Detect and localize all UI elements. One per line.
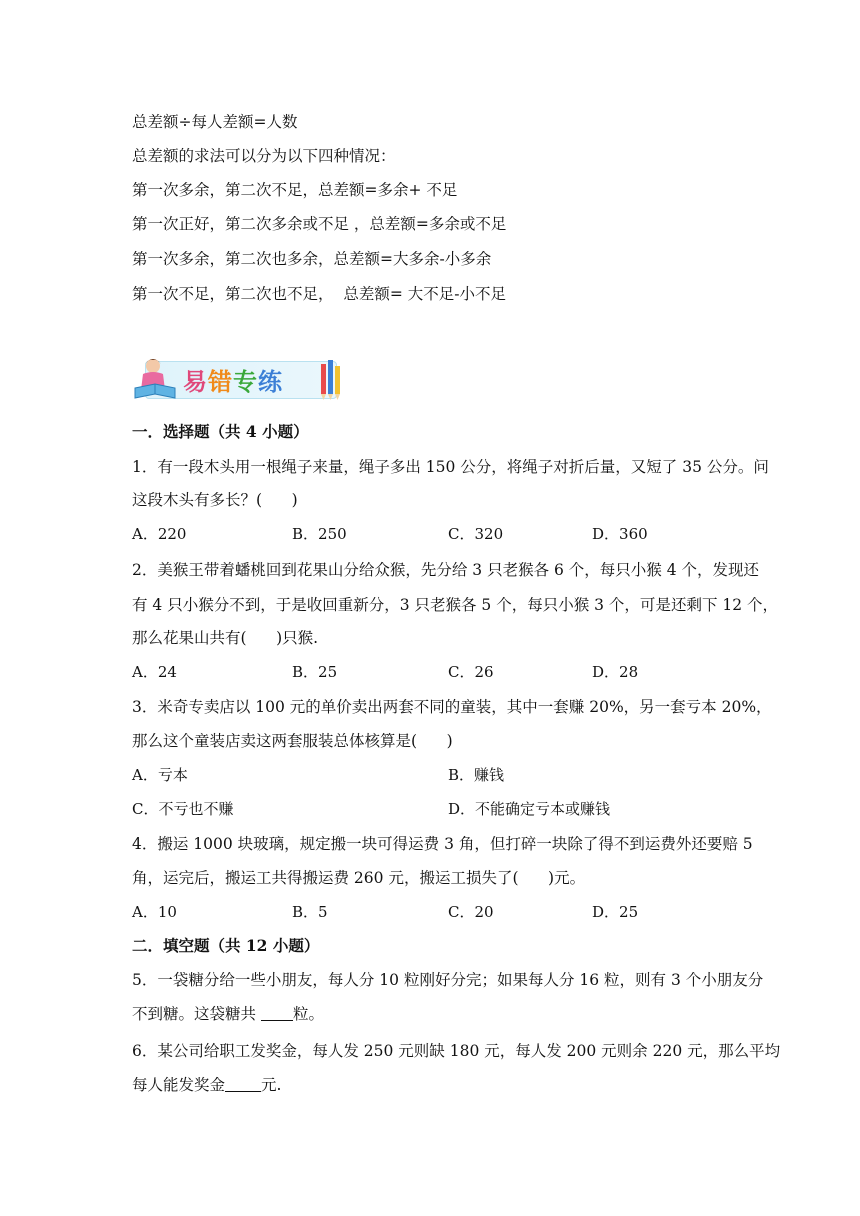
section-heading: 一．选择题（共 4 小题） (132, 422, 309, 441)
option-c: C．不亏也不赚 (132, 800, 234, 818)
question-3-line: 那么这个童装店卖这两套服装总体核算是( ) (132, 732, 453, 750)
option-d: D．25 (592, 903, 639, 921)
question-6-line: 6．某公司给职工发奖金，每人发 250 元则缺 180 元，每人发 200 元则余 220 元，那么平均 (132, 1042, 781, 1060)
banner-char: 易 (183, 368, 208, 396)
option-b: B．250 (292, 525, 347, 543)
formula-line: 第一次多余，第二次也多余，总差额=大多余-小多余 (132, 250, 492, 268)
question-1-line: 这段木头有多长？( ) (132, 491, 298, 509)
option-c: C．26 (448, 663, 494, 681)
question-4-line: 4．搬运 1000 块玻璃，规定搬一块可得运费 3 角，但打碎一块除了得不到运费外还要赔 5 (132, 835, 753, 853)
option-b: B．25 (292, 663, 338, 681)
banner-char: 专 (233, 368, 258, 396)
question-4-line: 角，运完后，搬运工共得搬运费 260 元，搬运工损失了( )元。 (132, 869, 586, 887)
pencils-icon (319, 358, 341, 402)
question-6-text: 元. (261, 1076, 282, 1094)
option-d: D．360 (592, 525, 648, 543)
banner-title (183, 362, 283, 397)
section-banner (131, 354, 341, 402)
question-5-text: 粒。 (292, 1005, 324, 1023)
formula-line: 第一次正好，第二次多余或不足 ，总差额=多余或不足 (132, 215, 507, 233)
formula-line: 第一次不足，第二次也不足， 总差额= 大不足-小不足 (132, 285, 507, 303)
banner-char: 错 (208, 368, 233, 396)
question-2-line: 2．美猴王带着蟠桃回到花果山分给众猴，先分给 3 只老猴各 6 个，每只小猴 4 个，发现还 (132, 561, 760, 579)
answer-blank[interactable] (261, 1006, 293, 1021)
option-a: A．亏本 (132, 766, 188, 784)
question-2-line: 那么花果山共有( )只猴. (132, 629, 319, 647)
question-5-line: 5．一袋糖分给一些小朋友，每人分 10 粒刚好分完；如果每人分 16 粒，则有 3 个小朋友分 (132, 971, 764, 989)
option-c: C．20 (448, 903, 494, 921)
question-5-text: 不到糖。这袋糖共 (132, 1005, 261, 1023)
option-d: D．不能确定亏本或赚钱 (448, 800, 611, 818)
question-3-line: 3．米奇专卖店以 100 元的单价卖出两套不同的童装，其中一套赚 20%，另一套亏本 20%， (132, 698, 772, 716)
formula-line: 总差额的求法可以分为以下四种情况： (132, 147, 396, 165)
formula-line: 总差额÷每人差额=人数 (132, 113, 298, 131)
question-5-line (132, 1004, 324, 1024)
option-a: A．10 (132, 903, 177, 921)
option-c: C．320 (448, 525, 504, 543)
banner-char: 练 (258, 368, 283, 396)
answer-blank[interactable] (225, 1077, 261, 1092)
option-b: B．5 (292, 903, 328, 921)
question-6-text: 每人能发奖金 (132, 1076, 226, 1094)
option-a: A．220 (132, 525, 187, 543)
reading-girl-icon (131, 354, 183, 402)
question-2-line: 有 4 只小猴分不到，于是收回重新分，3 只老猴各 5 个，每只小猴 3 个，可是还剩下 12 个， (132, 596, 779, 614)
question-1-line: 1．有一段木头用一根绳子来量，绳子多出 150 公分，将绳子对折后量，又短了 35 公分。问 (132, 458, 769, 476)
section-heading: 二．填空题（共 12 小题） (132, 936, 320, 955)
option-a: A．24 (132, 663, 177, 681)
formula-line: 第一次多余，第二次不足，总差额=多余+ 不足 (132, 181, 458, 199)
question-6-line (132, 1075, 281, 1095)
option-b: B．赚钱 (448, 766, 505, 784)
option-d: D．28 (592, 663, 639, 681)
